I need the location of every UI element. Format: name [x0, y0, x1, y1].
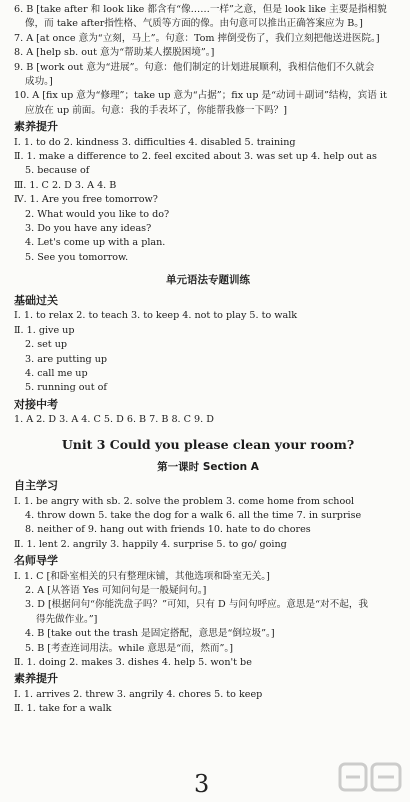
answer-line: 4. call me up	[25, 367, 88, 379]
section-heading: 素养提升	[14, 672, 58, 686]
answer-line: 成功。]	[25, 75, 53, 87]
answer-line: 5. See you tomorrow.	[25, 251, 129, 263]
section-heading: 素养提升	[14, 120, 58, 134]
page-number: 3	[194, 770, 210, 798]
answer-line: Ⅲ. 1. C 2. D 3. A 4. B	[14, 179, 117, 191]
answer-line: 3. Do you have any ideas?	[25, 222, 152, 234]
section-heading: 对接中考	[14, 397, 58, 411]
answer-line: 2. What would you like to do?	[25, 208, 170, 220]
section-heading: 基础过关	[14, 293, 58, 307]
answer-line: Ⅱ. 1. lent 2. angrily 3. happily 4. surprise 5. to go/ going	[14, 538, 287, 550]
answer-line: 6. B [take after 和 look like 都含有“像……一样”之意，但是 look like 主要是指相貌	[14, 4, 387, 15]
lesson-title: 第一课时 Section A	[157, 461, 259, 474]
answer-line: Ⅰ. 1. C [和卧室相关的只有整理床铺，其他选项和卧室无关。]	[14, 570, 270, 582]
answer-line: Ⅱ. 1. take for a walk	[14, 703, 112, 715]
answer-line: Ⅱ. 1. doing 2. makes 3. dishes 4. help 5. won't be	[14, 657, 252, 669]
answer-line: 4. throw down 5. take the dog for a walk 6. all the time 7. in surprise	[25, 510, 362, 522]
answer-line: 10. A [fix up 意为“修理”；take up 意为“占据”；fix up 是“动词＋副词”结构，宾语 it	[14, 90, 387, 102]
answer-line: 1. A 2. D 3. A 4. C 5. D 6. B 7. B 8. C 9. D	[14, 414, 214, 426]
answer-line: 7. A [at once 意为“立刻，马上”。句意：Tom 摔倒受伤了，我们立刻把他送进医院。]	[14, 32, 380, 44]
answer-line: 8. A [help sb. out 意为“帮助某人摆脱困境”。]	[14, 47, 215, 59]
answer-line: Ⅱ. 1. make a difference to 2. feel excited about 3. was set up 4. help out as	[14, 151, 377, 163]
answer-line: 4. Let's come up with a plan.	[25, 237, 166, 249]
answer-line: Ⅰ. 1. to relax 2. to teach 3. to keep 4. not to play 5. to walk	[14, 310, 298, 322]
section-heading: 名师导学	[14, 554, 58, 568]
answer-line: 2. A [从答语 Yes 可知问句是一般疑问句。]	[25, 585, 207, 597]
answer-key-page	[14, 3, 402, 717]
answer-line: Ⅰ. 1. be angry with sb. 2. solve the problem 3. come home from school	[14, 495, 355, 507]
answer-line: 得先做作业。”]	[36, 613, 98, 625]
answer-line: 3. D [根据问句“你能洗盘子吗？”可知，只有 D 与问句呼应。意思是“对不起，我	[25, 599, 369, 611]
answer-line: 应放在 up 前面。句意：我的手表坏了，你能帮我修一下吗？]	[25, 104, 288, 116]
answer-line: 像，而 take after指性格、气质等方面的像。由句意可以推出正确答案应为 B。]	[25, 18, 363, 30]
chapter-title: 单元语法专题训练	[166, 274, 250, 287]
answer-line: Ⅱ. 1. give up	[14, 324, 75, 336]
answer-line: Ⅰ. 1. to do 2. kindness 3. difficulties 4. disabled 5. training	[14, 136, 296, 148]
answer-line: 5. because of	[25, 165, 90, 177]
watermark-logo-icon	[338, 760, 404, 796]
answer-line: 5. B [考查连词用法。while 意思是“而，然而”。]	[25, 642, 233, 654]
answer-line: Ⅳ. 1. Are you free tomorrow?	[14, 194, 158, 206]
answer-line: 5. running out of	[25, 382, 107, 394]
section-heading: 自主学习	[14, 479, 58, 493]
answer-line: 2. set up	[25, 339, 68, 351]
answer-line: 8. neither of 9. hang out with friends 10. hate to do chores	[25, 524, 311, 536]
answer-line: Ⅰ. 1. arrives 2. threw 3. angrily 4. chores 5. to keep	[14, 688, 263, 700]
answer-line: 3. are putting up	[25, 353, 108, 365]
answer-line: 9. B [work out 意为“进展”。句意：他们制定的计划进展顺利，我相信他们不久就会	[14, 61, 375, 73]
answer-line: 4. B [take out the trash 是固定搭配，意思是“倒垃圾”。]	[25, 628, 275, 640]
unit-title: Unit 3 Could you please clean your room?	[61, 436, 355, 452]
